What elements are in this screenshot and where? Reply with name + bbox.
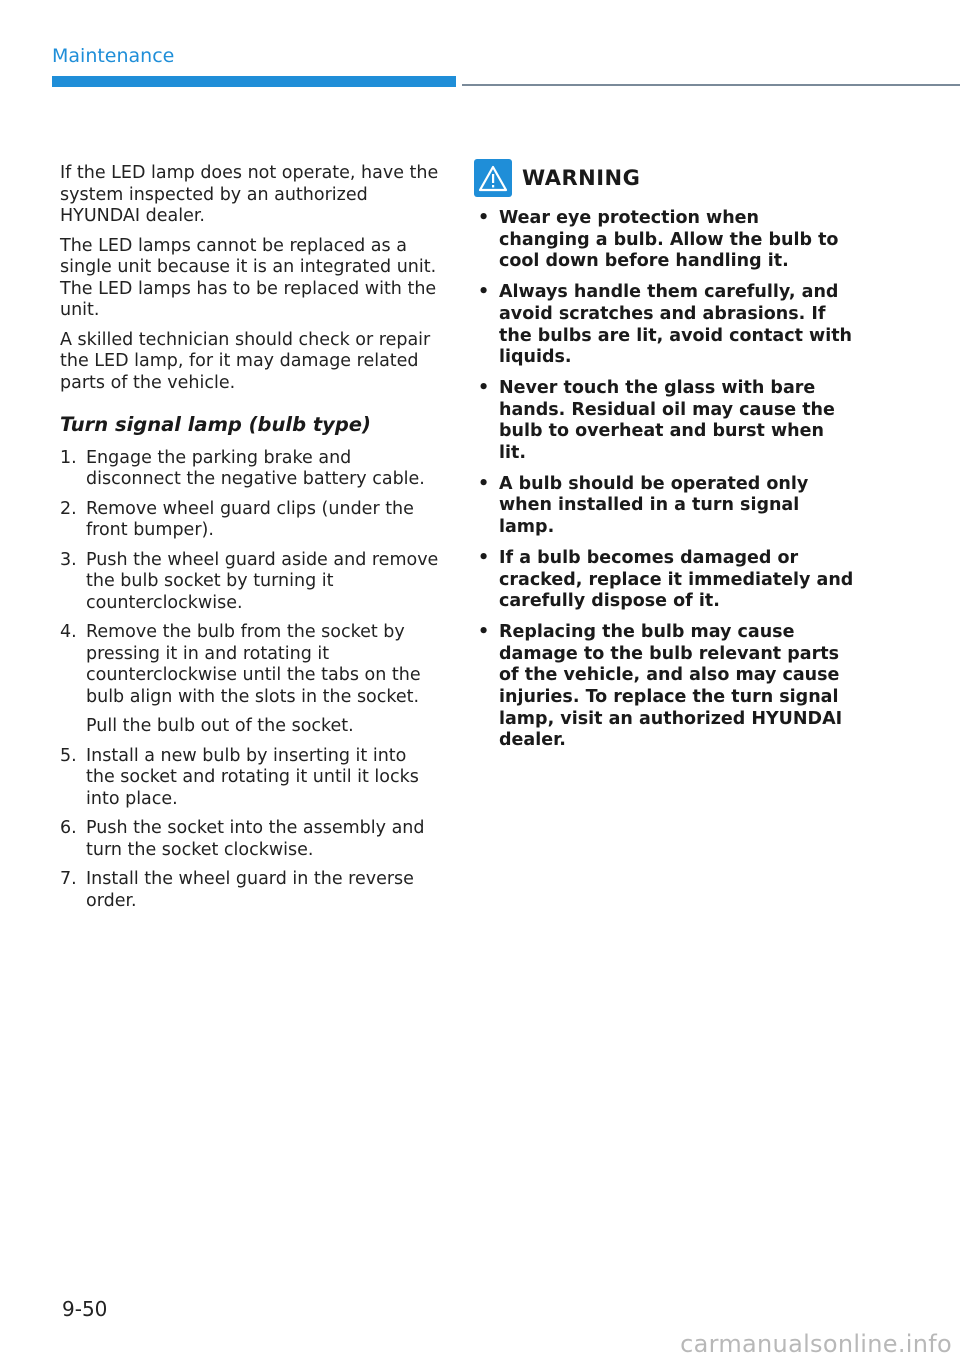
step-number: 7. xyxy=(60,869,77,889)
warning-header xyxy=(474,158,854,198)
paragraph: A skilled technician should check or repair the LED lamp, for it may damage related parts of the vehicle. xyxy=(60,329,431,393)
header-rule-gray xyxy=(462,84,960,86)
step-text: Push the wheel guard aside and remove the bulb socket by turning it counterclockwise. xyxy=(86,549,439,613)
step-item xyxy=(60,622,440,738)
step-text: Install the wheel guard in the reverse order. xyxy=(86,869,414,911)
warning-item xyxy=(474,378,854,465)
bullet-icon: • xyxy=(478,377,490,398)
warning-triangle-icon xyxy=(474,159,512,197)
step-number: 6. xyxy=(60,818,77,838)
step-text: Push the socket into the assembly and turn the socket clockwise. xyxy=(86,818,425,860)
bullet-icon: • xyxy=(478,473,490,494)
bullet-icon: • xyxy=(478,621,490,642)
step-text: Remove the bulb from the socket by pressing it in and rotating it counterclockwise until the tabs on the bulb align with the slots in the socket. xyxy=(86,622,421,707)
left-column xyxy=(60,163,440,920)
step-number: 4. xyxy=(60,622,77,642)
warning-item xyxy=(474,622,854,752)
warning-title: WARNING xyxy=(522,166,641,190)
step-item xyxy=(60,448,440,491)
step-item xyxy=(60,746,440,811)
step-number: 1. xyxy=(60,447,77,468)
step-subtext: Pull the bulb out of the socket. xyxy=(86,716,354,736)
warning-text: A bulb should be operated only when installed in a turn signal lamp. xyxy=(499,473,809,538)
warning-text: If a bulb becomes damaged or cracked, replace it immediately and carefully dispose of it. xyxy=(499,547,854,612)
warning-list xyxy=(474,208,854,752)
step-number: 5. xyxy=(60,745,77,766)
warning-item xyxy=(474,208,854,273)
warning-text: Replacing the bulb may cause damage to the bulb relevant parts of the vehicle, and also may cause injuries. To replace the turn signal lamp, visit an authorized HYUNDAI dealer. xyxy=(499,621,843,751)
header-rule-blue xyxy=(52,76,456,87)
step-text: Engage the parking brake and disconnect the negative battery cable. xyxy=(86,447,425,489)
warning-item xyxy=(474,474,854,539)
bullet-icon: • xyxy=(478,547,490,568)
step-number: 3. xyxy=(60,549,77,570)
step-text: Remove wheel guard clips (under the front bumper). xyxy=(86,498,414,540)
warning-text: Always handle them carefully, and avoid scratches and abrasions. If the bulbs are lit, avoid contact with liquids. xyxy=(499,282,853,368)
paragraph: If the LED lamp does not operate, have the system inspected by an authorized HYUNDAI dealer. xyxy=(60,163,439,226)
warning-text: Never touch the glass with bare hands. Residual oil may cause the bulb to overheat and burst when lit. xyxy=(499,377,835,464)
warning-box xyxy=(474,158,854,761)
step-item xyxy=(60,499,440,542)
bullet-icon: • xyxy=(478,282,490,303)
section-title: Maintenance xyxy=(52,45,175,67)
steps-list xyxy=(60,448,440,913)
step-item xyxy=(60,869,440,912)
bullet-icon: • xyxy=(478,208,490,228)
section-heading: Turn signal lamp (bulb type) xyxy=(60,413,371,436)
step-item xyxy=(60,818,440,861)
warning-item xyxy=(474,548,854,613)
step-text: Install a new bulb by inserting it into the socket and rotating it until it locks into place. xyxy=(86,745,419,809)
warning-text: Wear eye protection when changing a bulb. Allow the bulb to cool down before handling it. xyxy=(499,208,839,272)
page-number: 9-50 xyxy=(62,1297,108,1321)
warning-item xyxy=(474,282,854,369)
paragraph: The LED lamps cannot be replaced as a single unit because it is an integrated unit. The LED lamps has to be replaced with the unit. xyxy=(60,235,437,320)
step-number: 2. xyxy=(60,498,77,519)
step-item xyxy=(60,550,440,615)
watermark: carmanualsonline.info xyxy=(680,1330,952,1358)
